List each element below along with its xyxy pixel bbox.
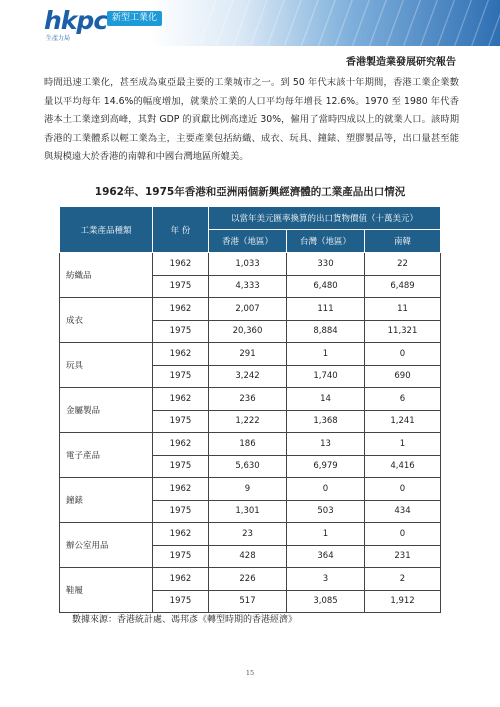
table-row [60,433,441,456]
tw-value-cell: 14 [287,388,365,411]
year-cell: 1962 [153,433,209,456]
tw-value-cell: 1 [287,343,365,366]
tw-value-cell: 8,884 [287,320,365,343]
table-row [60,523,441,546]
hk-value-cell: 20,360 [209,320,287,343]
source-note: 數據來源：香港統計處、馮邦彥《轉型時期的香港經濟》 [72,615,298,625]
category-cell: 成衣 [60,298,153,343]
header-kr: 南韓 [365,230,441,253]
hk-value-cell: 1,222 [209,410,287,433]
page-number: 15 [245,669,255,677]
kr-value-cell: 6,489 [365,275,441,298]
tw-value-cell: 6,979 [287,455,365,478]
tw-value-cell: 503 [287,500,365,523]
year-cell: 1975 [153,275,209,298]
logo-badge: 新型工業化 [107,11,162,26]
year-cell: 1962 [153,523,209,546]
hk-value-cell: 428 [209,545,287,568]
hk-value-cell: 186 [209,433,287,456]
hk-value-cell: 1,033 [209,253,287,276]
header-tw: 台灣（地區） [287,230,365,253]
year-cell: 1975 [153,455,209,478]
header-category: 工業產品種類 [60,207,153,253]
kr-value-cell: 11 [365,298,441,321]
table-row [60,388,441,411]
table-row [60,568,441,591]
hk-value-cell: 236 [209,388,287,411]
category-cell: 鞋履 [60,568,153,613]
hk-value-cell: 5,630 [209,455,287,478]
tw-value-cell: 1,740 [287,365,365,388]
hk-value-cell: 517 [209,590,287,613]
tw-value-cell: 364 [287,545,365,568]
hk-value-cell: 1,301 [209,500,287,523]
tw-value-cell: 0 [287,478,365,501]
kr-value-cell: 22 [365,253,441,276]
table-body [60,253,441,613]
hk-value-cell: 3,242 [209,365,287,388]
tw-value-cell: 6,480 [287,275,365,298]
year-cell: 1975 [153,500,209,523]
category-cell: 電子產品 [60,433,153,478]
tw-value-cell: 1,368 [287,410,365,433]
kr-value-cell: 6 [365,388,441,411]
hk-value-cell: 23 [209,523,287,546]
report-title: 香港製造業發展研究報告 [346,57,456,68]
tw-value-cell: 3 [287,568,365,591]
tw-value-cell: 3,085 [287,590,365,613]
kr-value-cell: 0 [365,523,441,546]
hk-value-cell: 4,333 [209,275,287,298]
hk-value-cell: 291 [209,343,287,366]
table-title: 1962年、1975年香港和亞洲兩個新興經濟體的工業產品出口情況 [94,186,406,198]
kr-value-cell: 434 [365,500,441,523]
kr-value-cell: 1,912 [365,590,441,613]
hk-value-cell: 2,007 [209,298,287,321]
category-cell: 金屬製品 [60,388,153,433]
table-row [60,298,441,321]
kr-value-cell: 0 [365,343,441,366]
table-row [60,343,441,366]
logo-wordmark: hkpc [44,6,108,35]
table-row [60,253,441,276]
category-cell: 辦公室用品 [60,523,153,568]
hk-value-cell: 9 [209,478,287,501]
category-cell: 紡織品 [60,253,153,298]
kr-value-cell: 11,321 [365,320,441,343]
year-cell: 1975 [153,365,209,388]
year-cell: 1962 [153,478,209,501]
year-cell: 1962 [153,253,209,276]
tw-value-cell: 330 [287,253,365,276]
kr-value-cell: 231 [365,545,441,568]
hk-value-cell: 226 [209,568,287,591]
kr-value-cell: 2 [365,568,441,591]
banner-decoration [200,0,500,46]
year-cell: 1975 [153,590,209,613]
table-row [60,478,441,501]
kr-value-cell: 0 [365,478,441,501]
export-table [59,206,441,613]
category-cell: 玩具 [60,343,153,388]
kr-value-cell: 4,416 [365,455,441,478]
year-cell: 1975 [153,320,209,343]
year-cell: 1962 [153,568,209,591]
body-paragraph: 時間迅速工業化，甚至成為東亞最主要的工業城市之一。到 50 年代末該十年期間，香港工業企業數量以平均每年 14.6%的幅度增加，就業於工業的人口平均每年增長 12.6%。1970 至 1980 年代香港本土工業達到高峰，其對 GDP 的貢獻比例高達近 30%，僱用了當時四成以上的就業人口。該時期香港的工業體系以輕工業為主，主要產業包括紡織、成衣、玩具、鐘錶、塑膠製品等，出口量甚至能與規模遠大於香港的南韓和中國台灣地區所媲美。 [44,77,459,162]
tw-value-cell: 13 [287,433,365,456]
year-cell: 1975 [153,545,209,568]
header-hk: 香港（地區） [209,230,287,253]
kr-value-cell: 1 [365,433,441,456]
category-cell: 鐘錶 [60,478,153,523]
header-year: 年 份 [153,207,209,253]
year-cell: 1962 [153,343,209,366]
tw-value-cell: 1 [287,523,365,546]
kr-value-cell: 690 [365,365,441,388]
year-cell: 1962 [153,388,209,411]
logo-subtitle: 生產力局 [46,35,71,42]
year-cell: 1975 [153,410,209,433]
header-banner [0,0,500,46]
year-cell: 1962 [153,298,209,321]
tw-value-cell: 111 [287,298,365,321]
kr-value-cell: 1,241 [365,410,441,433]
header-value-group: 以當年美元匯率換算的出口貨物價值（十萬美元） [209,207,441,230]
